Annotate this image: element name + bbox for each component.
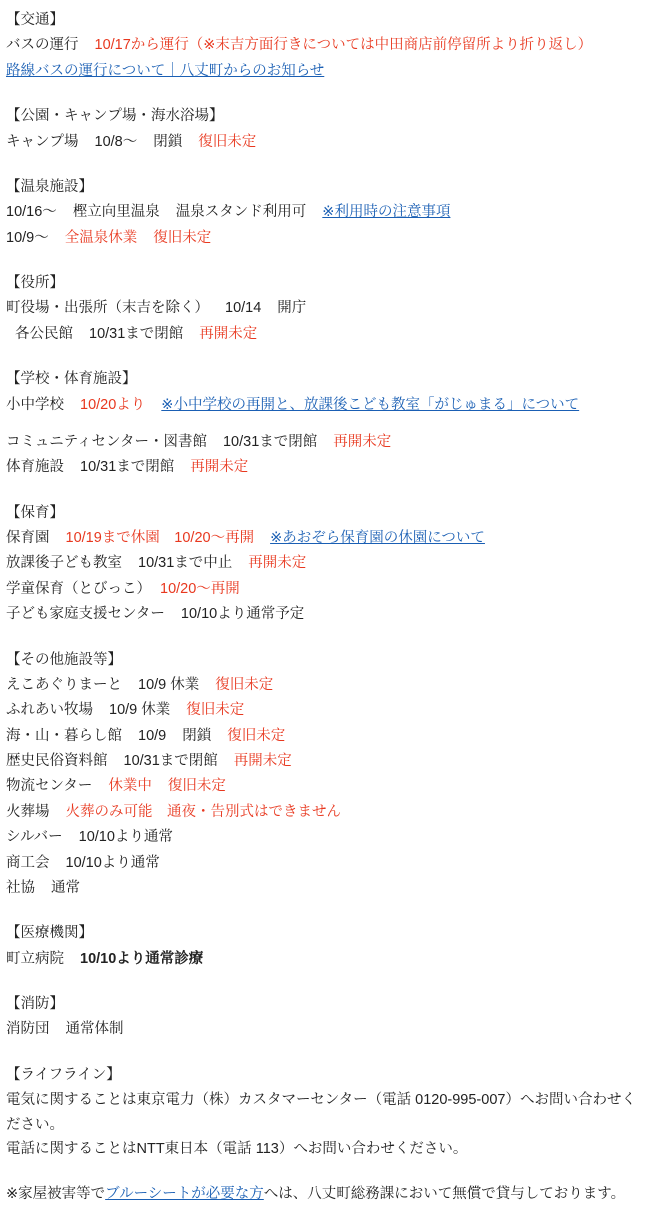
spacer <box>6 1043 640 1063</box>
line-value: 10/31まで中止 <box>138 555 233 572</box>
notice-line-town-hospital <box>6 947 640 972</box>
line-label: 各公民館 <box>15 325 73 342</box>
notice-line-elementary-junior-high <box>6 393 640 418</box>
line-alert: 復旧未定 <box>227 727 286 744</box>
section-heading: 【医療機関】 <box>6 925 93 942</box>
notice-line-sports-facility <box>6 455 640 480</box>
line-alert: 再開未定 <box>233 753 292 769</box>
line-alert: 復旧未定 <box>186 702 245 719</box>
section-other-facilities <box>6 648 640 902</box>
notice-line-community-center-library <box>6 430 640 455</box>
spacer <box>6 84 640 104</box>
line-alert-secondary: 復旧未定 <box>167 778 226 795</box>
spacer <box>6 901 640 921</box>
spacer <box>6 481 640 501</box>
notice-line-shakyo <box>6 876 640 901</box>
line-label: 子ども家庭支援センター <box>6 606 165 623</box>
link-blue-sheet[interactable]: ブルーシートが必要な方 <box>105 1186 264 1203</box>
line-alert: 10/17から運行（※末吉方面行きについては中田商店前停留所より折り返し） <box>94 37 593 54</box>
line-label: 放課後子ども教室 <box>6 555 122 572</box>
line-label: 保育園 <box>6 530 50 546</box>
notice-line-bus-service <box>6 33 640 58</box>
line-label: 海・山・暮らし館 <box>6 727 122 744</box>
section-transport <box>6 8 640 84</box>
section-parks-camp-beach <box>6 104 640 155</box>
line-status: 開庁 <box>277 300 307 317</box>
section-onsen <box>6 175 640 251</box>
section-town-office <box>6 271 640 347</box>
section-childcare <box>6 501 640 628</box>
line-alert: 10/19まで休園 10/20〜再開 <box>65 530 255 546</box>
line-label: コミュニティセンター・図書館 <box>6 433 207 450</box>
section-fire-department <box>6 992 640 1043</box>
notice-line-umi-yama-kurashi-kan <box>6 724 640 749</box>
section-heading: 【公園・キャンプ場・海水浴場】 <box>6 108 224 125</box>
line-value: 10/9 休業 <box>109 702 171 719</box>
line-value: 10/8〜 <box>94 133 138 150</box>
line-label: 歴史民俗資料館 <box>6 753 108 769</box>
line-value: 10/16〜 <box>6 204 57 221</box>
line-value: 通常 <box>51 879 80 896</box>
line-label: 物流センター <box>6 778 93 795</box>
line-value: 10/31まで閉館 <box>89 325 184 342</box>
spacer <box>6 418 640 430</box>
notice-line-silver <box>6 825 640 850</box>
line-alert: 休業中 <box>108 778 152 795</box>
line-label: ふれあい牧場 <box>6 702 93 719</box>
line-label: 商工会 <box>6 854 50 871</box>
line-alert: 再開未定 <box>248 555 307 572</box>
section-heading: 【その他施設等】 <box>6 651 122 668</box>
section-medical <box>6 921 640 972</box>
notice-line-nursery <box>6 526 640 551</box>
notice-line-fureai-ranch <box>6 698 640 723</box>
line-value: 10/10より通常 <box>65 854 160 871</box>
line-label: シルバー <box>6 829 63 846</box>
line-value: 10/9 <box>138 727 167 744</box>
line-value: 10/31まで閉館 <box>123 753 218 769</box>
section-heading: 【役所】 <box>6 275 64 291</box>
spacer <box>6 1162 640 1182</box>
spacer <box>6 251 640 271</box>
line-alert: 全温泉休業 <box>64 229 138 246</box>
line-label: 学童保育（とびっこ） <box>6 580 151 597</box>
section-heading: 【保育】 <box>6 504 64 521</box>
link-bus-service-notice[interactable]: 路線バスの運行について｜八丈町からのお知らせ <box>6 62 325 79</box>
notice-line-fire-brigade <box>6 1017 640 1042</box>
line-alert: 再開未定 <box>199 325 258 342</box>
section-lifeline <box>6 1063 640 1162</box>
notice-line-katateumukuri-onsen <box>6 200 640 225</box>
notice-line-electricity-contact: 電気に関することは東京電力（株）カスタマーセンター（電話 0120-995-007）へお問い合わせください。 <box>6 1092 636 1133</box>
line-status: 閉鎖 <box>153 133 183 150</box>
section-heading: 【ライフライン】 <box>6 1066 121 1083</box>
line-alert: 復旧未定 <box>215 676 274 693</box>
line-alert: 再開未定 <box>190 459 249 476</box>
line-status: 閉鎖 <box>182 727 212 744</box>
notice-line-crematorium <box>6 800 640 825</box>
notice-line-eco-agrimart <box>6 673 640 698</box>
line-value: 10/10より通常予定 <box>180 606 305 623</box>
link-school-reopening[interactable]: ※小中学校の再開と、放課後こども教室「がじゅまる」について <box>161 396 580 413</box>
notice-line-community-halls <box>6 322 640 347</box>
line-value: 通常体制 <box>65 1021 124 1038</box>
line-label: キャンプ場 <box>6 133 79 150</box>
spacer <box>6 347 640 367</box>
line-label: えこあぐりまーと <box>6 676 122 693</box>
line-value: 10/31まで閉館 <box>80 459 175 476</box>
line-label: 体育施設 <box>6 459 64 476</box>
line-label: 町役場・出張所（末吉を除く） <box>6 300 209 317</box>
section-heading: 【温泉施設】 <box>6 178 93 195</box>
line-label: 社協 <box>6 879 35 896</box>
notice-line-after-school-kids-class <box>6 551 640 576</box>
line-alert-bold: 10/10より通常診療 <box>80 950 204 967</box>
footer-blue-sheet-notice <box>6 1182 640 1207</box>
spacer <box>6 628 640 648</box>
notice-line-chamber-of-commerce <box>6 851 640 876</box>
line-alert: 再開未定 <box>333 433 392 450</box>
line-label: バスの運行 <box>6 37 79 54</box>
notice-line-bus-notice-link <box>6 59 640 84</box>
notice-line-logistics-center <box>6 774 640 799</box>
line-value: 10/9 休業 <box>138 676 200 693</box>
line-alert: 火葬のみ可能 通夜・告別式はできません <box>65 803 341 820</box>
line-alert: 10/20より <box>80 396 146 413</box>
link-onsen-usage-notes[interactable]: ※利用時の注意事項 <box>322 204 451 221</box>
line-value: 10/14 <box>225 300 262 317</box>
link-nursery-closure[interactable]: ※あおぞら保育園の休園について <box>270 530 485 546</box>
line-label: 火葬場 <box>6 803 50 820</box>
section-heading: 【交通】 <box>6 12 64 28</box>
section-schools-gym <box>6 367 640 481</box>
notice-line-campsite <box>6 130 640 155</box>
notice-line-town-office-branches <box>6 296 640 321</box>
spacer <box>6 155 640 175</box>
notice-line-all-onsen-closed <box>6 226 640 251</box>
section-heading: 【消防】 <box>6 996 64 1012</box>
notice-line-telephone-contact: 電話に関することはNTT東日本（電話 113）へお問い合わせください。 <box>6 1141 468 1158</box>
notice-line-after-school-care <box>6 577 640 602</box>
line-value: 10/10より通常 <box>78 829 173 846</box>
line-label: 消防団 <box>6 1021 50 1038</box>
notice-line-history-folklore-museum <box>6 749 640 774</box>
section-heading: 【学校・体育施設】 <box>6 371 137 388</box>
line-value: 10/9〜 <box>6 229 49 246</box>
line-label: 小中学校 <box>6 396 64 413</box>
line-alert: 復旧未定 <box>198 133 257 150</box>
line-alert-secondary: 復旧未定 <box>153 229 212 246</box>
line-label: 町立病院 <box>6 950 64 967</box>
notice-line-child-family-support-center <box>6 602 640 627</box>
line-alert: 10/20〜再開 <box>160 580 240 597</box>
footer-suffix: へは、八丈町総務課において無償で貸与しております。 <box>263 1186 626 1203</box>
line-value: 10/31まで閉館 <box>222 433 318 450</box>
line-status: 温泉スタンド利用可 <box>175 204 307 221</box>
line-label: 樫立向里温泉 <box>72 204 160 221</box>
footer-prefix: ※家屋被害等で <box>6 1186 106 1203</box>
spacer <box>6 972 640 992</box>
